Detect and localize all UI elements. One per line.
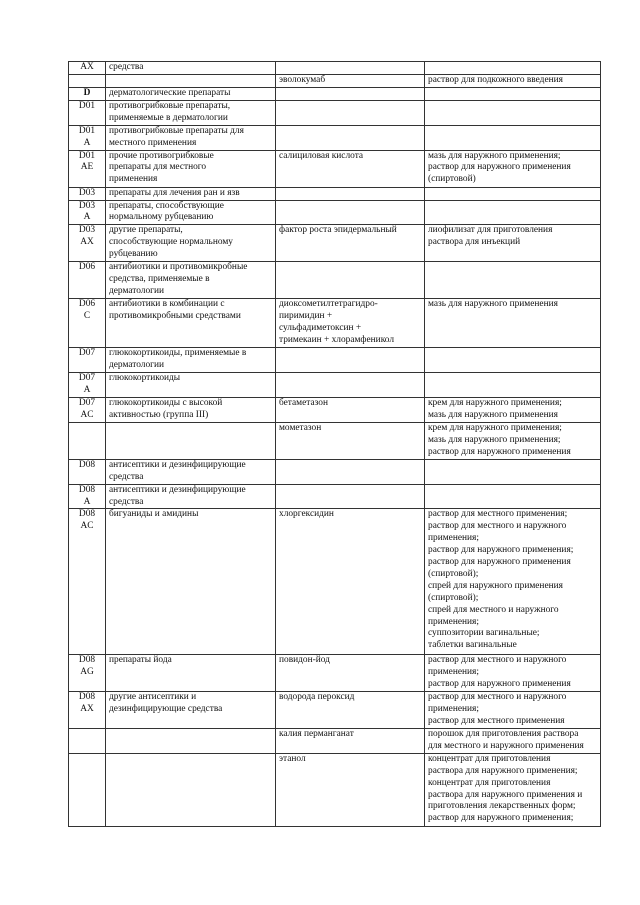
drug-name-cell [276,125,425,150]
dosage-form-cell [425,484,601,509]
atc-code-cell: D01 A [69,125,106,150]
drug-name-cell [276,187,425,200]
atc-code-cell [69,728,106,753]
dosage-form-cell [425,200,601,225]
table-row [69,459,601,484]
drug-name-cell: повидон-йод [276,655,425,692]
table-row [69,225,601,262]
drug-list-body [69,62,601,827]
anatomical-group-cell [106,74,276,87]
anatomical-group-cell: противогрибковые препараты для местного применения [106,125,276,150]
table-row [69,150,601,187]
dosage-form-cell: мазь для наружного применения; раствор для наружного применения (спиртовой) [425,150,601,187]
drug-name-cell [276,459,425,484]
dosage-form-cell [425,100,601,125]
atc-code-cell: D08 AG [69,655,106,692]
drug-name-cell: этанол [276,753,425,826]
drug-name-cell [276,87,425,100]
dosage-form-cell [425,373,601,398]
drug-name-cell: мометазон [276,422,425,459]
anatomical-group-cell [106,728,276,753]
drug-name-cell: хлоргексидин [276,509,425,655]
table-row [69,728,601,753]
table-row [69,655,601,692]
drug-name-cell: салициловая кислота [276,150,425,187]
drug-name-cell [276,484,425,509]
anatomical-group-cell: прочие противогрибковые препараты для местного применения [106,150,276,187]
atc-code-cell: D03 [69,187,106,200]
drug-name-cell [276,100,425,125]
atc-code-cell: D [69,87,106,100]
dosage-form-cell [425,125,601,150]
table-row [69,87,601,100]
dosage-form-cell [425,87,601,100]
drug-name-cell [276,373,425,398]
atc-code-cell: D08 AX [69,692,106,729]
anatomical-group-cell: глюкокортикоиды [106,373,276,398]
table-row [69,509,601,655]
anatomical-group-cell: антибиотики и противомикробные средства, применяемые в дерматологии [106,262,276,299]
anatomical-group-cell: антисептики и дезинфицирующие средства [106,459,276,484]
table-row [69,373,601,398]
dosage-form-cell: раствор для подкожного введения [425,74,601,87]
dosage-form-cell: лиофилизат для приготовления раствора для инъекций [425,225,601,262]
table-row [69,753,601,826]
drug-name-cell: бетаметазон [276,397,425,422]
atc-code-cell: D07 [69,348,106,373]
dosage-form-cell [425,459,601,484]
drug-name-cell [276,200,425,225]
table-row [69,692,601,729]
dosage-form-cell: крем для наружного применения; мазь для наружного применения; раствор для наружного применения [425,422,601,459]
anatomical-group-cell [106,753,276,826]
anatomical-group-cell: глюкокортикоиды, применяемые в дерматологии [106,348,276,373]
atc-code-cell: D03 A [69,200,106,225]
anatomical-group-cell: средства [106,62,276,75]
drug-name-cell: водорода пероксид [276,692,425,729]
drug-name-cell: эволокумаб [276,74,425,87]
anatomical-group-cell: глюкокортикоиды с высокой активностью (группа III) [106,397,276,422]
dosage-form-cell: мазь для наружного применения [425,299,601,348]
atc-code-cell: D03 AX [69,225,106,262]
table-row [69,62,601,75]
atc-code-cell: D07 AC [69,397,106,422]
table-row [69,484,601,509]
dosage-form-cell [425,262,601,299]
dosage-form-cell [425,348,601,373]
table-row [69,348,601,373]
table-row [69,262,601,299]
anatomical-group-cell: противогрибковые препараты, применяемые в дерматологии [106,100,276,125]
drug-name-cell: фактор роста эпидермальный [276,225,425,262]
drug-name-cell: калия перманганат [276,728,425,753]
anatomical-group-cell: препараты йода [106,655,276,692]
atc-code-cell: D08 AC [69,509,106,655]
atc-code-cell: D01 AE [69,150,106,187]
dosage-form-cell [425,62,601,75]
anatomical-group-cell: препараты, способствующие нормальному рубцеванию [106,200,276,225]
anatomical-group-cell: дерматологические препараты [106,87,276,100]
dosage-form-cell: раствор для местного и наружного применения; раствор для наружного применения [425,655,601,692]
atc-code-cell: D07 A [69,373,106,398]
drug-name-cell [276,262,425,299]
table-row [69,74,601,87]
anatomical-group-cell: другие препараты, способствующие нормальному рубцеванию [106,225,276,262]
table-row [69,299,601,348]
drug-name-cell [276,62,425,75]
anatomical-group-cell: антисептики и дезинфицирующие средства [106,484,276,509]
drug-name-cell [276,348,425,373]
atc-code-cell: D08 [69,459,106,484]
dosage-form-cell: крем для наружного применения; мазь для наружного применения [425,397,601,422]
dosage-form-cell: раствор для местного и наружного применения; раствор для местного применения [425,692,601,729]
dosage-form-cell: порошок для приготовления раствора для местного и наружного применения [425,728,601,753]
drug-name-cell: диоксометилтетрагидро- пиримидин + сульфадиметоксин + тримекаин + хлорамфеникол [276,299,425,348]
table-row [69,422,601,459]
atc-code-cell: AX [69,62,106,75]
atc-code-cell: D06 [69,262,106,299]
atc-code-cell: D06 C [69,299,106,348]
dosage-form-cell [425,187,601,200]
table-row [69,125,601,150]
dosage-form-cell: раствор для местного применения; раствор для местного и наружного применения; раствор для наружного применения; раствор для наружного применения (спиртовой); спрей для наружного применения (спиртовой); спрей для местного и наружного применения; суппозитории вагинальные; таблетки вагинальные [425,509,601,655]
table-row [69,200,601,225]
atc-code-cell [69,74,106,87]
atc-code-cell: D01 [69,100,106,125]
anatomical-group-cell: другие антисептики и дезинфицирующие средства [106,692,276,729]
anatomical-group-cell: бигуаниды и амидины [106,509,276,655]
anatomical-group-cell: антибиотики в комбинации с противомикробными средствами [106,299,276,348]
atc-code-cell [69,422,106,459]
atc-code-cell [69,753,106,826]
dosage-form-cell: концентрат для приготовления раствора для наружного применения; концентрат для приготовления раствора для наружного применения и приготовления лекарственных форм; раствор для наружного применения; [425,753,601,826]
table-row [69,187,601,200]
anatomical-group-cell [106,422,276,459]
table-row [69,100,601,125]
atc-code-cell: D08 A [69,484,106,509]
table-row [69,397,601,422]
drug-list-table [68,61,601,827]
anatomical-group-cell: препараты для лечения ран и язв [106,187,276,200]
